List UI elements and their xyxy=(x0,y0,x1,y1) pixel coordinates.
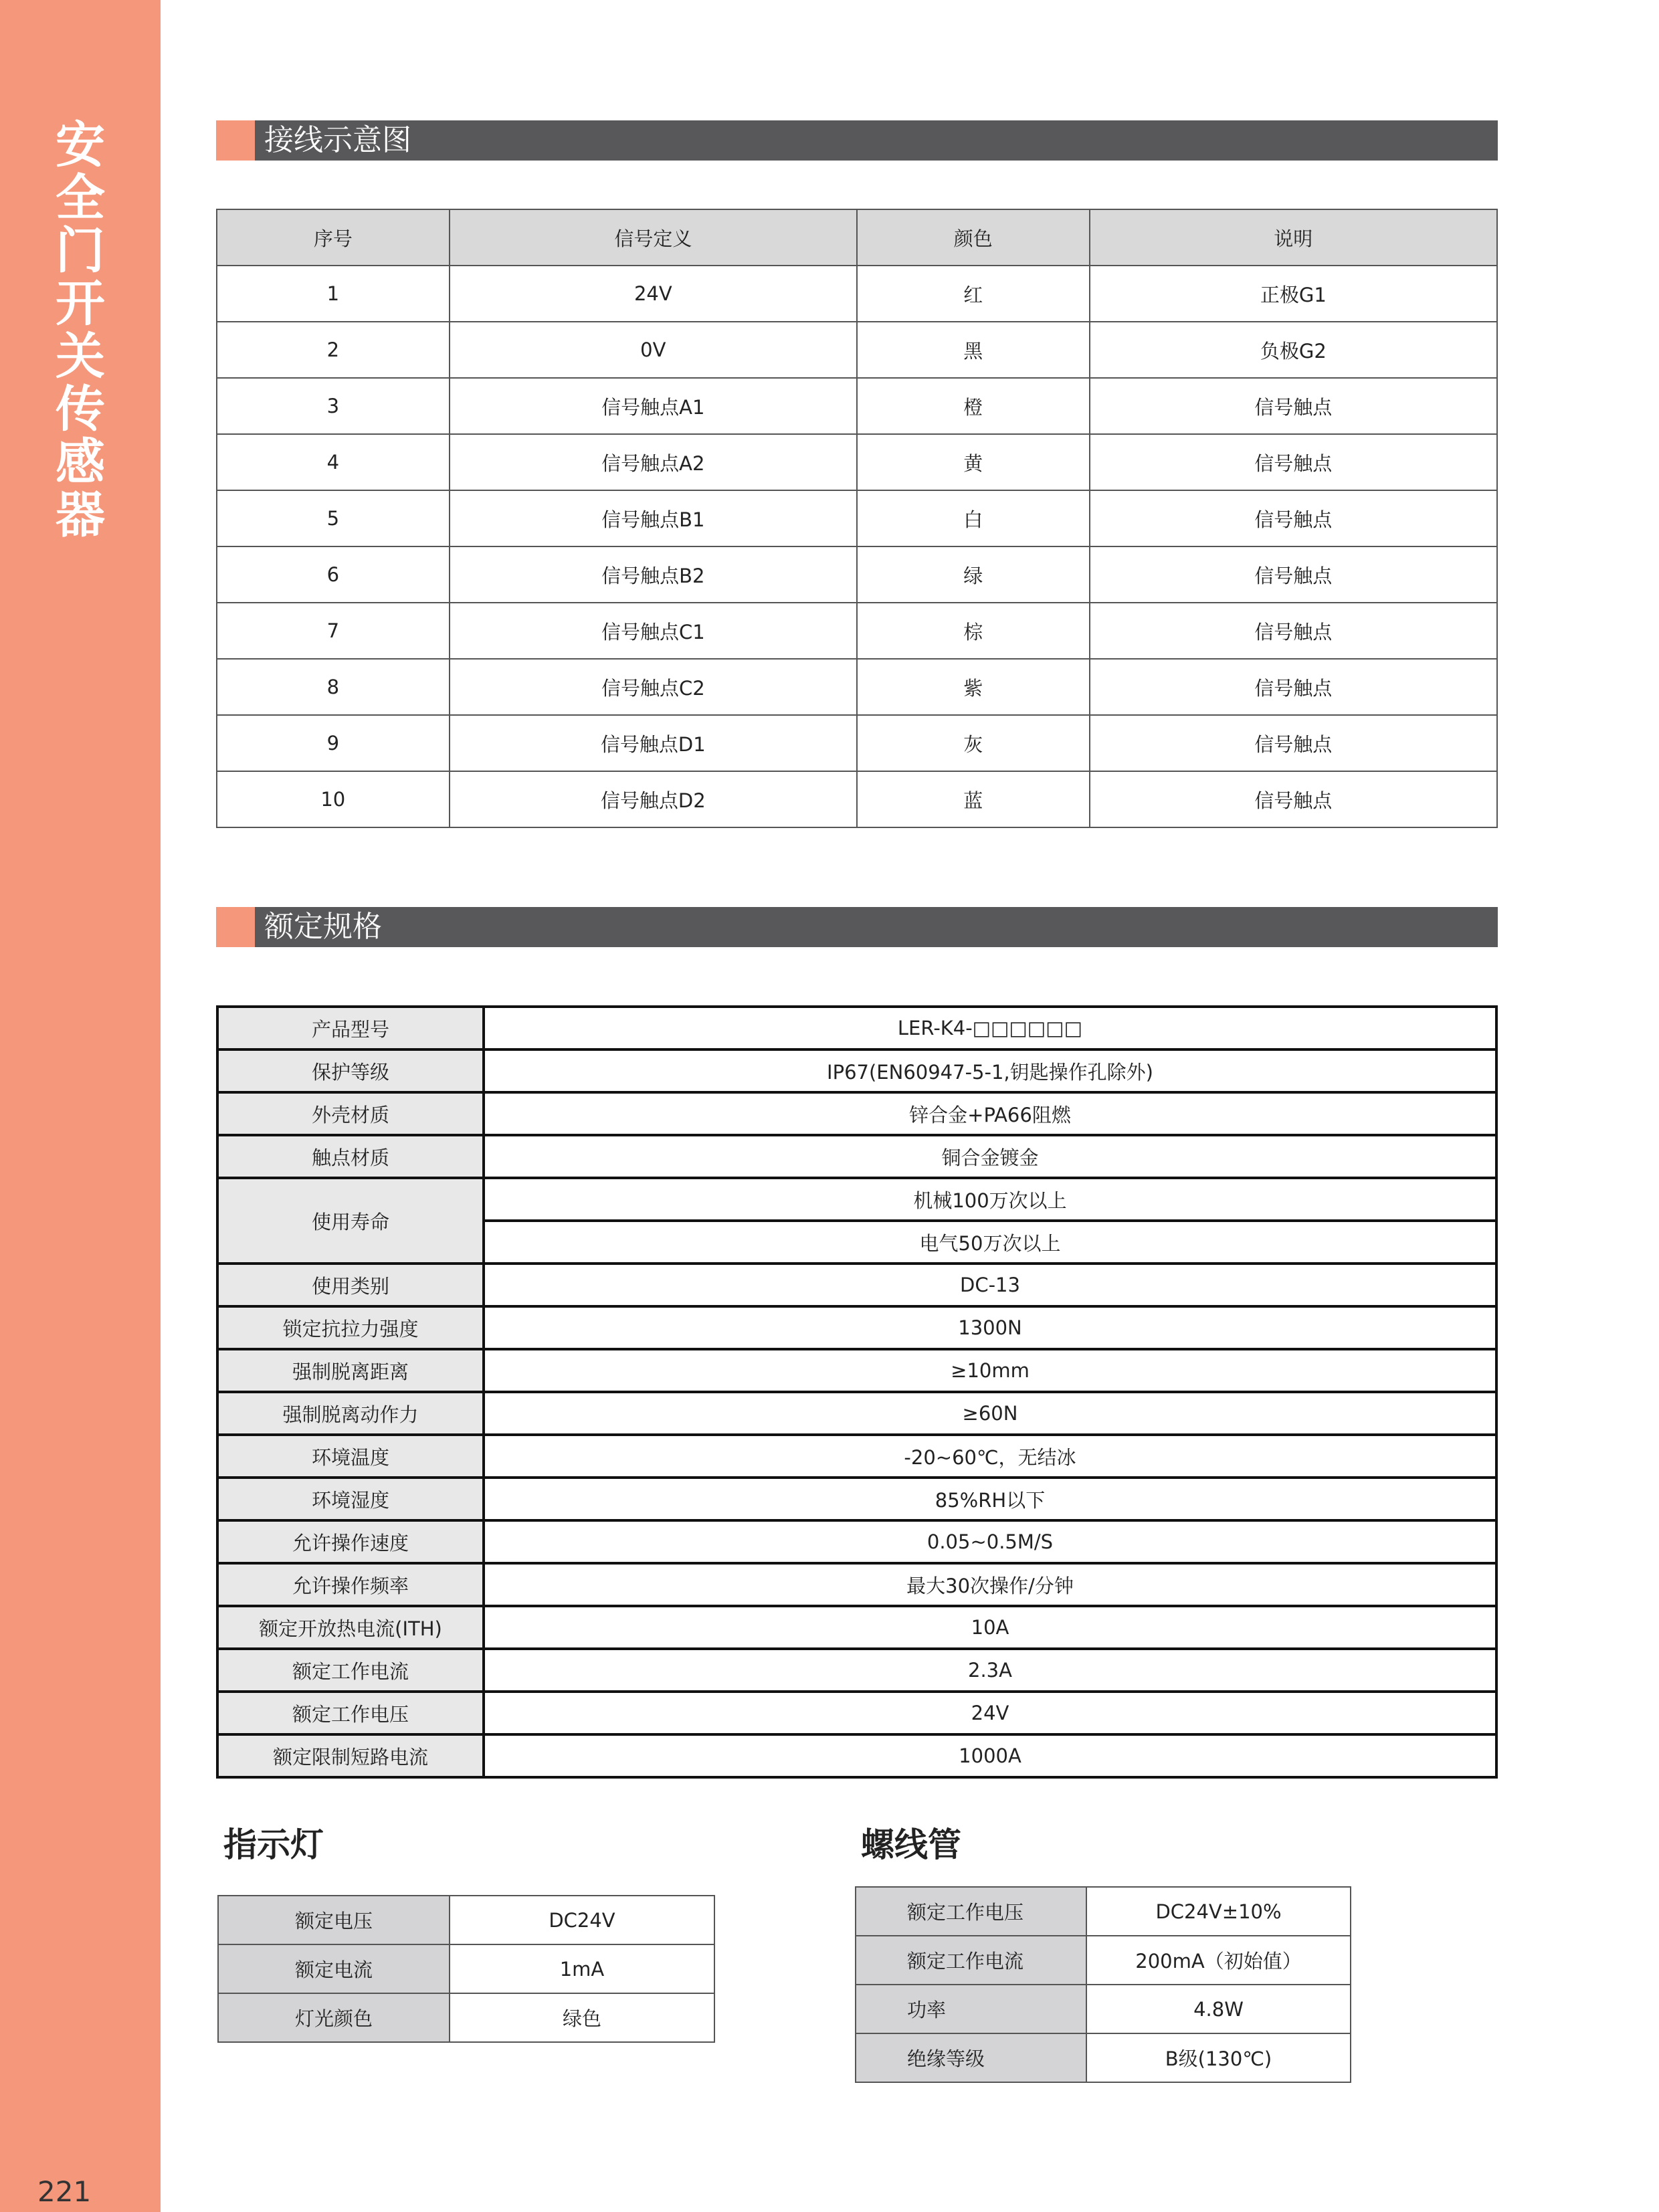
table-cell: 正极G1 xyxy=(1090,266,1497,322)
spec-value: 10A xyxy=(484,1606,1496,1649)
spec-row xyxy=(217,1264,1496,1306)
spec-label: 额定工作电流 xyxy=(217,1649,484,1692)
table-cell: 9 xyxy=(217,715,450,771)
accent-block xyxy=(216,120,255,161)
table-row xyxy=(217,715,1497,771)
spec-label: 触点材质 xyxy=(217,1135,484,1178)
spec-row xyxy=(217,1563,1496,1606)
spec-row xyxy=(217,1734,1496,1777)
wiring-section-header xyxy=(216,120,1498,161)
table-cell: 4 xyxy=(217,434,450,490)
spec-label: 额定工作电流 xyxy=(856,1936,1086,1985)
column-header: 颜色 xyxy=(857,209,1090,266)
spec-label: 环境湿度 xyxy=(217,1478,484,1520)
table-cell: 信号触点 xyxy=(1090,434,1497,490)
vertical-title: 安全门开关传感器 xyxy=(56,116,105,544)
spec-label: 允许操作频率 xyxy=(217,1563,484,1606)
spec-row xyxy=(217,1049,1496,1092)
table-row xyxy=(217,266,1497,322)
table-cell: 6 xyxy=(217,546,450,603)
section-title: 接线示意图 xyxy=(264,123,411,157)
table-cell: 黑 xyxy=(857,322,1090,378)
spec-value: 2.3A xyxy=(484,1649,1496,1692)
solenoid-row xyxy=(856,2033,1351,2082)
spec-row xyxy=(217,1092,1496,1135)
spec-value: 绿色 xyxy=(450,1993,714,2042)
table-cell: 蓝 xyxy=(857,771,1090,827)
table-cell: 紫 xyxy=(857,659,1090,715)
spec-value: DC24V±10% xyxy=(1086,1887,1351,1936)
spec-value: 1300N xyxy=(484,1306,1496,1349)
table-cell: 灰 xyxy=(857,715,1090,771)
spec-row xyxy=(217,1606,1496,1649)
solenoid-row xyxy=(856,1887,1351,1936)
spec-label: 允许操作速度 xyxy=(217,1520,484,1563)
solenoid-row xyxy=(856,1985,1351,2033)
accent-block xyxy=(216,907,255,947)
table-cell: 2 xyxy=(217,322,450,378)
table-cell: 信号触点 xyxy=(1090,546,1497,603)
table-cell: 8 xyxy=(217,659,450,715)
spec-label: 环境温度 xyxy=(217,1435,484,1478)
spec-value: IP67(EN60947-5-1,钥匙操作孔除外) xyxy=(484,1049,1496,1092)
table-row xyxy=(217,378,1497,434)
spec-value: 最大30次操作/分钟 xyxy=(484,1563,1496,1606)
spec-label: 使用寿命 xyxy=(217,1178,484,1264)
spec-label: 额定电压 xyxy=(218,1896,450,1944)
spec-label: 使用类别 xyxy=(217,1264,484,1306)
spec-label: 强制脱离动作力 xyxy=(217,1392,484,1435)
page-number: 221 xyxy=(37,2175,92,2208)
spec-value: 85%RH以下 xyxy=(484,1478,1496,1520)
indicator-row xyxy=(218,1896,714,1944)
indicator-table xyxy=(217,1895,715,2043)
table-cell: 白 xyxy=(857,490,1090,546)
spec-value: DC-13 xyxy=(484,1264,1496,1306)
table-cell: 信号触点A2 xyxy=(450,434,857,490)
solenoid-row xyxy=(856,1936,1351,1985)
indicator-title: 指示灯 xyxy=(223,1825,324,1864)
spec-label: 额定开放热电流(ITH) xyxy=(217,1606,484,1649)
table-row xyxy=(217,659,1497,715)
solenoid-table xyxy=(855,1886,1351,2083)
spec-value: LER-K4-□□□□□□ xyxy=(484,1007,1496,1049)
indicator-row xyxy=(218,1993,714,2042)
spec-value: 1mA xyxy=(450,1944,714,1993)
column-header: 说明 xyxy=(1090,209,1497,266)
table-row xyxy=(217,771,1497,827)
table-cell: 信号触点C2 xyxy=(450,659,857,715)
table-cell: 信号触点C1 xyxy=(450,603,857,659)
spec-row xyxy=(217,1435,1496,1478)
spec-label: 外壳材质 xyxy=(217,1092,484,1135)
table-cell: 3 xyxy=(217,378,450,434)
table-row xyxy=(217,322,1497,378)
sidebar xyxy=(0,0,161,2212)
spec-label: 功率 xyxy=(856,1985,1086,2033)
spec-value: ≥60N xyxy=(484,1392,1496,1435)
spec-label: 产品型号 xyxy=(217,1007,484,1049)
solenoid-title: 螺线管 xyxy=(861,1825,961,1864)
column-header: 信号定义 xyxy=(450,209,857,266)
table-cell: 7 xyxy=(217,603,450,659)
spec-label: 额定限制短路电流 xyxy=(217,1734,484,1777)
spec-row xyxy=(217,1392,1496,1435)
spec-row xyxy=(217,1349,1496,1392)
table-cell: 橙 xyxy=(857,378,1090,434)
spec-value: 锌合金+PA66阻燃 xyxy=(484,1092,1496,1135)
spec-value: B级(130℃) xyxy=(1086,2033,1351,2082)
spec-value: ≥10mm xyxy=(484,1349,1496,1392)
table-cell: 棕 xyxy=(857,603,1090,659)
spec-row xyxy=(217,1649,1496,1692)
spec-row xyxy=(217,1306,1496,1349)
table-cell: 信号触点 xyxy=(1090,715,1497,771)
spec-value: DC24V xyxy=(450,1896,714,1944)
spec-row xyxy=(217,1520,1496,1563)
indicator-row xyxy=(218,1944,714,1993)
table-cell: 信号触点 xyxy=(1090,603,1497,659)
table-cell: 信号触点 xyxy=(1090,771,1497,827)
table-cell: 信号触点 xyxy=(1090,490,1497,546)
table-cell: 5 xyxy=(217,490,450,546)
spec-label: 额定工作电压 xyxy=(217,1692,484,1734)
table-cell: 信号触点A1 xyxy=(450,378,857,434)
spec-label: 强制脱离距离 xyxy=(217,1349,484,1392)
spec-value: -20~60℃，无结冰 xyxy=(484,1435,1496,1478)
table-cell: 负极G2 xyxy=(1090,322,1497,378)
table-cell: 信号触点 xyxy=(1090,378,1497,434)
spec-label: 保护等级 xyxy=(217,1049,484,1092)
spec-value: 4.8W xyxy=(1086,1985,1351,2033)
spec-value: 1000A xyxy=(484,1734,1496,1777)
spec-row xyxy=(217,1178,1496,1221)
table-cell: 信号触点B2 xyxy=(450,546,857,603)
spec-label: 额定电流 xyxy=(218,1944,450,1993)
table-cell: 信号触点B1 xyxy=(450,490,857,546)
spec-row xyxy=(217,1478,1496,1520)
table-cell: 1 xyxy=(217,266,450,322)
spec-value: 机械100万次以上 xyxy=(484,1178,1496,1221)
spec-value: 电气50万次以上 xyxy=(484,1221,1496,1264)
spec-value: 24V xyxy=(484,1692,1496,1734)
spec-row xyxy=(217,1692,1496,1734)
spec-value: 0.05~0.5M/S xyxy=(484,1520,1496,1563)
table-cell: 10 xyxy=(217,771,450,827)
spec-row xyxy=(217,1135,1496,1178)
wiring-table xyxy=(216,209,1498,828)
table-cell: 24V xyxy=(450,266,857,322)
spec-label: 灯光颜色 xyxy=(218,1993,450,2042)
table-row xyxy=(217,490,1497,546)
spec-section-header xyxy=(216,907,1498,947)
spec-label: 锁定抗拉力强度 xyxy=(217,1306,484,1349)
table-cell: 信号触点D2 xyxy=(450,771,857,827)
spec-label: 绝缘等级 xyxy=(856,2033,1086,2082)
table-row xyxy=(217,434,1497,490)
spec-table xyxy=(216,1005,1498,1779)
table-cell: 信号触点 xyxy=(1090,659,1497,715)
table-cell: 黄 xyxy=(857,434,1090,490)
column-header: 序号 xyxy=(217,209,450,266)
table-row xyxy=(217,546,1497,603)
table-row xyxy=(217,603,1497,659)
spec-value: 200mA（初始值） xyxy=(1086,1936,1351,1985)
section-title: 额定规格 xyxy=(264,910,382,944)
table-cell: 红 xyxy=(857,266,1090,322)
table-cell: 0V xyxy=(450,322,857,378)
spec-label: 额定工作电压 xyxy=(856,1887,1086,1936)
table-cell: 信号触点D1 xyxy=(450,715,857,771)
spec-value: 铜合金镀金 xyxy=(484,1135,1496,1178)
table-cell: 绿 xyxy=(857,546,1090,603)
spec-row xyxy=(217,1007,1496,1049)
